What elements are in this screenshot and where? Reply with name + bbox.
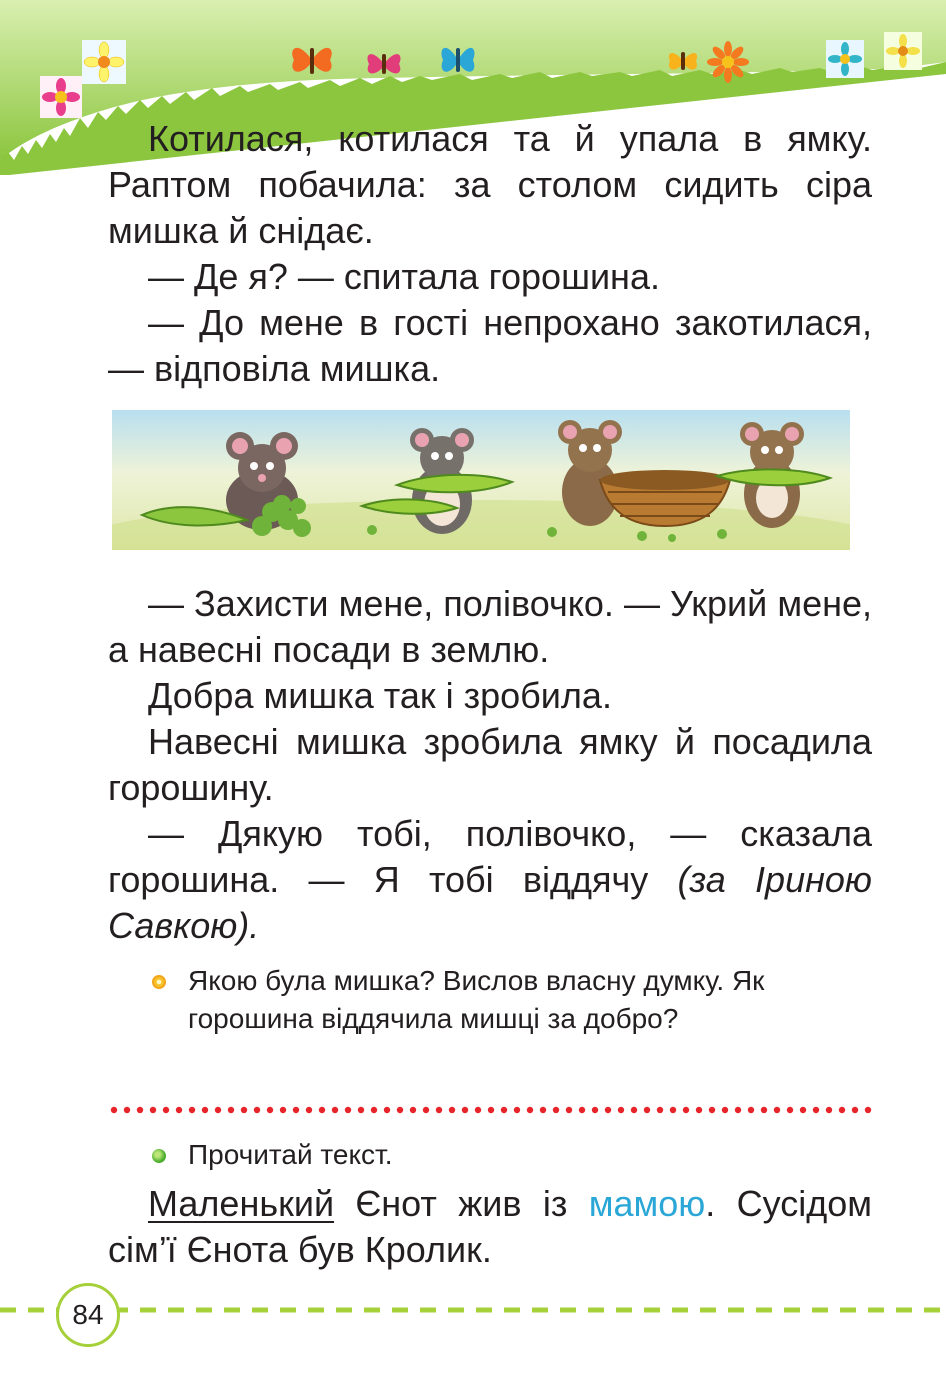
flower-icon [884, 32, 922, 70]
footer-dashed-line [0, 1300, 946, 1320]
separator-dot [826, 1107, 832, 1113]
butterfly-icon [364, 46, 404, 82]
separator-dot [449, 1107, 455, 1113]
flower-icon [82, 40, 126, 84]
butterfly-icon [666, 46, 700, 76]
separator-dot [111, 1107, 117, 1113]
story-sentence: — Дякую тобі, полівочко, — сказала горошина. — Я тобі віддячу [108, 813, 872, 900]
story-paragraph: — Захисти мене, полівочко. — Укрий мене, а навесні посади в землю. [108, 583, 872, 670]
separator-dot [319, 1107, 325, 1113]
task-text-part: Єнот жив із [334, 1183, 589, 1224]
separator-dot [683, 1107, 689, 1113]
separator-dot [488, 1107, 494, 1113]
separator-dot [202, 1107, 208, 1113]
separator-dot [618, 1107, 624, 1113]
separator-dot [293, 1107, 299, 1113]
task-instruction: Прочитай текст. [188, 1139, 393, 1170]
separator-dot [839, 1107, 845, 1113]
question-block [152, 962, 872, 1038]
separator-dot [176, 1107, 182, 1113]
separator-dot [254, 1107, 260, 1113]
separator-dot [358, 1107, 364, 1113]
separator-dot [150, 1107, 156, 1113]
separator-dot [384, 1107, 390, 1113]
separator-dot [761, 1107, 767, 1113]
separator-dot [501, 1107, 507, 1113]
butterfly-icon [288, 38, 336, 82]
separator-dot [241, 1107, 247, 1113]
flower-icon [706, 40, 750, 84]
separator-dot [345, 1107, 351, 1113]
separator-dot [631, 1107, 637, 1113]
bullet-icon [152, 1149, 166, 1163]
separator-dot [163, 1107, 169, 1113]
source-attribution: (за Іриною Савкою). [108, 859, 872, 946]
task-text [108, 1181, 872, 1273]
separator-dot [280, 1107, 286, 1113]
separator-dot [410, 1107, 416, 1113]
separator-dot [748, 1107, 754, 1113]
separator-dot [215, 1107, 221, 1113]
separator-dot [397, 1107, 403, 1113]
separator-dot [787, 1107, 793, 1113]
separator-dot [852, 1107, 858, 1113]
mice-illustration [112, 410, 850, 550]
separator-dot [735, 1107, 741, 1113]
separator-dot [228, 1107, 234, 1113]
story-paragraph: Добра мишка так і зробила. [148, 675, 612, 716]
separator-dot [566, 1107, 572, 1113]
story-paragraph [108, 811, 872, 949]
separator-dot [527, 1107, 533, 1113]
separator-dot [774, 1107, 780, 1113]
separator-dot [371, 1107, 377, 1113]
separator-dot [514, 1107, 520, 1113]
bullet-icon [152, 975, 166, 989]
question-text: Якою була мишка? Вислов власну думку. Як горошина віддячила мишці за добро? [188, 965, 765, 1034]
separator-dot [709, 1107, 715, 1113]
separator-dot [865, 1107, 871, 1113]
separator-dot [462, 1107, 468, 1113]
separator-dot [332, 1107, 338, 1113]
separator-dot [579, 1107, 585, 1113]
dotted-separator [110, 1104, 878, 1116]
task-paragraph [108, 1181, 872, 1273]
separator-dot [189, 1107, 195, 1113]
separator-dot [306, 1107, 312, 1113]
separator-dot [657, 1107, 663, 1113]
separator-dot [124, 1107, 130, 1113]
separator-dot [696, 1107, 702, 1113]
separator-dot [137, 1107, 143, 1113]
separator-dot [423, 1107, 429, 1113]
story-text-bottom [108, 581, 872, 949]
underlined-word: Маленький [148, 1183, 335, 1224]
mouse-figure [558, 420, 622, 526]
story-text-top [108, 116, 872, 392]
task-instruction-block [152, 1136, 393, 1174]
story-paragraph: — Де я? — спитала горошина. [148, 256, 660, 297]
separator-dot [436, 1107, 442, 1113]
highlighted-word: мамою [588, 1183, 706, 1224]
separator-dot [553, 1107, 559, 1113]
separator-dot [267, 1107, 273, 1113]
flower-icon [826, 40, 864, 78]
separator-dot [592, 1107, 598, 1113]
story-paragraph: — До мене в гості непрохано закотилася, — відповіла мишка. [108, 302, 872, 389]
separator-dot [813, 1107, 819, 1113]
separator-dot [605, 1107, 611, 1113]
flower-icon [40, 76, 82, 118]
separator-dot [475, 1107, 481, 1113]
butterfly-icon [438, 38, 478, 82]
separator-dot [644, 1107, 650, 1113]
story-paragraph: Навесні мишка зробила ямку й посадила горошину. [108, 721, 872, 808]
separator-dot [670, 1107, 676, 1113]
separator-dot [540, 1107, 546, 1113]
task-text-part: . Сусідом сім’ї Єнота був Кролик. [108, 1183, 872, 1270]
page-number: 84 [56, 1283, 120, 1347]
separator-dot [800, 1107, 806, 1113]
separator-dot [722, 1107, 728, 1113]
story-paragraph: Котилася, котилася та й упала в ямку. Раптом побачила: за столом сидить сіра мишка й снідає. [108, 118, 872, 251]
